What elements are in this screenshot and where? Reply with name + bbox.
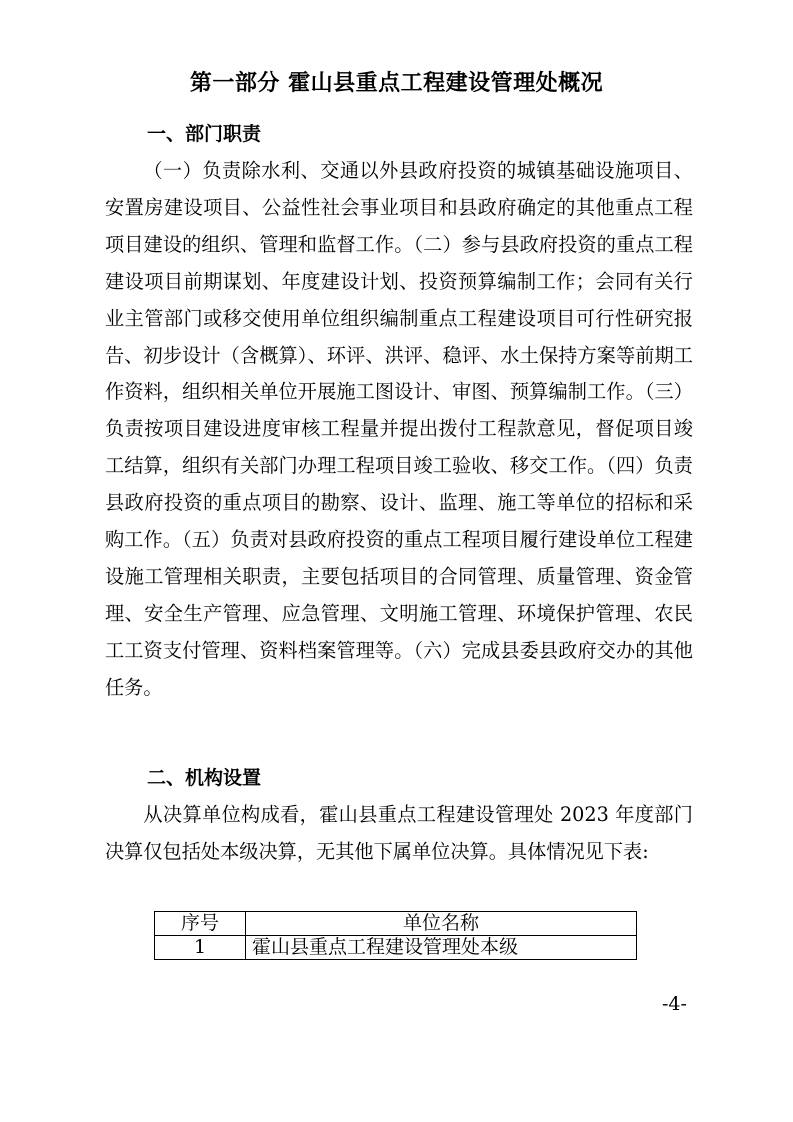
section-heading-organization: 二、机构设置: [147, 767, 262, 789]
table-header-row: [155, 912, 637, 936]
row-number-cell: 1: [155, 936, 246, 960]
page-number: -4-: [662, 993, 687, 1015]
section-heading-duties: 一、部门职责: [147, 123, 262, 145]
unit-table: [154, 911, 637, 960]
table-row: [155, 936, 637, 960]
unit-name-cell: 霍山县重点工程建设管理处本级: [246, 936, 637, 960]
page-title: 第一部分 霍山县重点工程建设管理处概况: [189, 71, 604, 96]
duties-paragraph: （一）负责除水利、交通以外县政府投资的城镇基础设施项目、安置房建设项目、公益性社会事业项目和县政府确定的其他重点工程项目建设的组织、管理和监督工作。（二）参与县政府投资的重点工程建设项目前期谋划、年度建设计划、投资预算编制工作；会同有关行业主管部门或移交使用单位组织编制重点工程建设项目可行性研究报告、初步设计（含概算）、环评、洪评、稳评、水土保持方案等前期工作资料，组织相关单位开展施工图设计、审图、预算编制工作。（三）负责按项目建设进度审核工程量并提出拨付工程款意见，督促项目竣工结算，组织有关部门办理工程项目竣工验收、移交工作。（四）负责县政府投资的重点项目的勘察、设计、监理、施工等单位的招标和采购工作。（五）负责对县政府投资的重点工程项目履行建设单位工程建设施工管理相关职责，主要包括项目的合同管理、质量管理、资金管理、安全生产管理、应急管理、文明施工管理、环境保护管理、农民工工资支付管理、资料档案管理等。（六）完成县委县政府交办的其他任务。: [105, 159, 693, 699]
column-header-unit-name: 单位名称: [246, 912, 637, 936]
column-header-number: 序号: [155, 912, 246, 936]
organization-paragraph: 从决算单位构成看，霍山县重点工程建设管理处 2023 年度部门决算仅包括处本级决算，无其他下属单位决算。具体情况见下表:: [105, 803, 693, 863]
